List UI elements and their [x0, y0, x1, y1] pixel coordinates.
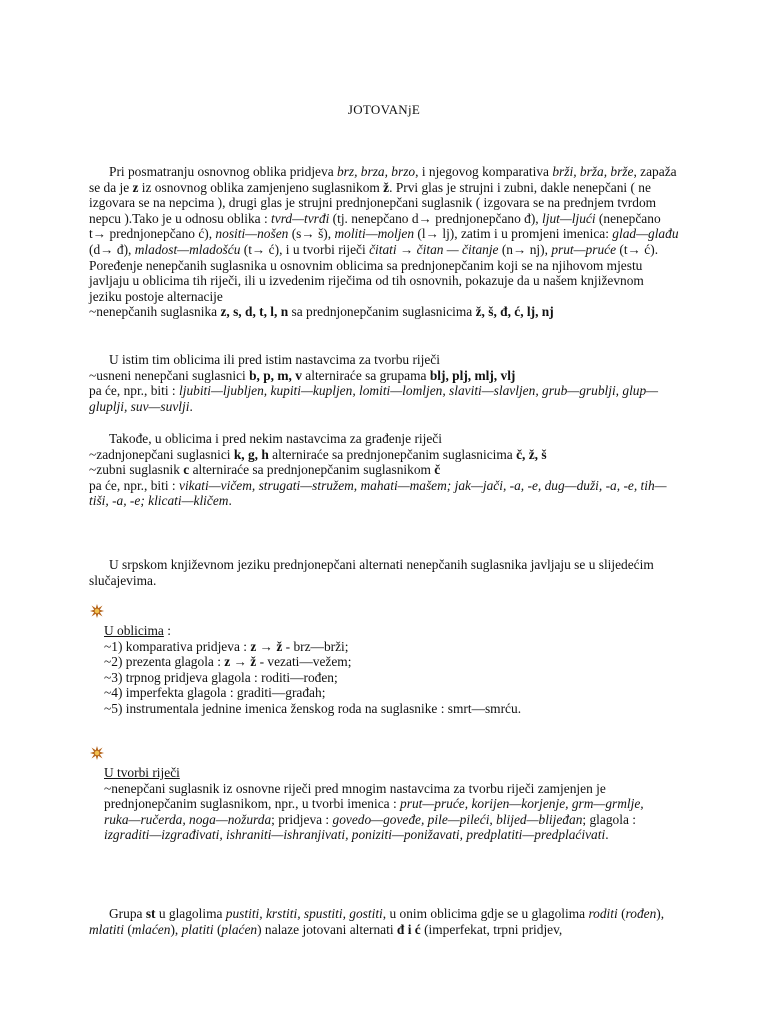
section-word-formation: U tvorbi riječi ~nenepčani suglasnik iz osnovne riječi pred mnogim nastavcima za tvorbu riječi zamjenjen je prednjonepčanim suglasnikom, npr., u tvorbi imenica : prut—pruće, korijen—korjenje, grm—grmlje, ruka—ručerda, noga—nožurda; pridjeva : govedo—goveđe, pile—pileći, blijed—blijeđan; glagola : izgraditi—izgrađivati, ishraniti—ishranjivati, poniziti—ponižavati, predplatiti—predplaćivati.: [104, 765, 644, 843]
list-item: ~1) komparativa pridjeva : z → ž - brz—brži;: [104, 638, 349, 654]
paragraph-labials: U istim tim oblicima ili pred istim nastavcima za tvorbu riječi ~usneni nenepčani suglasnici b, p, m, v alterniraće sa grupama blj, plj, mlj, vlj pa će, npr., biti : ljubiti—ljubljen, kupiti—kupljen, lomiti—lomljen, slaviti—slavljen, grub—grublji, glup—glupljі, suv—suvlji.: [89, 352, 659, 414]
list-item: ~3) trpnog pridjeva glagola : roditi—rođen;: [104, 669, 338, 685]
list-item: ~4) imperfekta glagola : graditi—građah;: [104, 685, 326, 701]
section-forms: U oblicima : ~1) komparativa pridjeva : z → ž - brz—brži; ~2) prezenta glagola : z → ž - vezati—vežem; ~3) trpnog pridjeva glagola : roditi—rođen; ~4) imperfekta glagola : graditi—građah; ~5) instrumentala jednine imenica ženskog roda na suglasnike : smrt—smrću.: [104, 623, 664, 717]
paragraph-velars: Takođe, u oblicima i pred nekim nastavcima za građenje riječi ~zadnjonepčani suglasnici k, g, h alterniraće sa prednjonepčanim suglasnicima č, ž, š ~zubni suglasnik c alterniraće sa prednjonepčanim suglasnikom č pa će, npr., biti : vikati—vičem, strugati—stružem, mahati—mašem; jak—jači, -a, -e, dug—duži, -a, -e, tih—tiši, -a, -e; klicati—kličem.: [89, 431, 667, 509]
list-item: ~2) prezenta glagola : z → ž - vezati—vežem;: [104, 654, 352, 670]
section-forms-heading: U oblicima: [104, 623, 164, 638]
paragraph-st-group: Grupa st u glagolima pustiti, krstiti, spustiti, gostiti, u onim oblicima gdje se u glagolima roditi (rođen), mlatiti (mlaćen), platiti (plaćen) nalaze jotovani alternati đ i ć (imperfekat, trpni pridjev,: [89, 906, 665, 937]
section-word-formation-heading: U tvorbi riječi: [104, 765, 180, 780]
list-item: ~5) instrumentala jednine imenica ženskog roda na suglasnike : smrt—smrću.: [104, 700, 522, 716]
alternation-line: ~nenepčanih suglasnika z, s, d, t, l, n sa prednjonepčanim suglasnicima ž, š, đ, ć, lj, nj: [89, 304, 554, 320]
paragraph-cases-intro: U srpskom književnom jeziku prednjonepčani alternati nenepčanih suglasnika javljaju se u slijedećim slučajevima.: [89, 557, 654, 588]
paragraph-intro: [89, 164, 679, 320]
starburst-icon: [90, 746, 104, 760]
paragraph-intro-text: Pri posmatranju osnovnog oblika pridjeva brz, brza, brzo, i njegovog komparativa brži, brža, brže, zapaža se da je z iz osnovnog oblika zamjenjeno suglasnikom ž. Prvi glas je strujni i zubni, dakle nenepčani ( ne izgovara se na nepcima ), drugi glas je strujni prednjonepčani suglasnik ( izgovara se na prednjem tvrdom nepcu ).Tako je u odnosu oblika : tvrd—tvrđi (tj. nenepčano d→ prednjonepčano đ), ljut—ljući (nenepčano t→ prednjonepčano ć), nositi—nošen (s→ š), moliti—moljen (l→ lj), zatim i u promjeni imenica: glad—glađu (d→ đ), mladost—mladošću (t→ ć), i u tvorbi riječi čitati → čitan — čitanje (n→ nj), prut—pruće (t→ ć). Poređenje nenepčanih suglasnika u osnovnim oblicima sa prednjonepčanim koji se na njihovom mjestu javljaju u oblicima tih riječi, ili u izvedenim riječima od tih osnovnih, pokazuje da u našem književnom jeziku postoje alternacije: [89, 164, 679, 304]
starburst-icon: [90, 604, 104, 618]
document-title: JOTOVANjE: [347, 102, 421, 117]
